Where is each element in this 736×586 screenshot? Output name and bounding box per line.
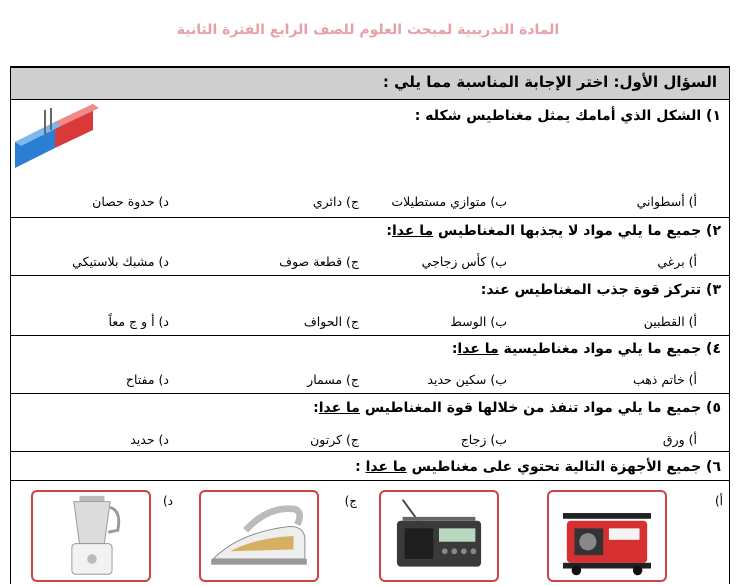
q4-option-a[interactable]: أ) خاتم ذهب bbox=[632, 372, 697, 387]
radio-image[interactable] bbox=[379, 490, 499, 582]
q3-option-a[interactable]: أ) القطبين bbox=[643, 314, 697, 329]
q1-option-b[interactable]: ب) متوازي مستطيلات bbox=[391, 194, 507, 209]
question-5 bbox=[11, 394, 729, 452]
q3-option-d[interactable]: د) أ و ج معاً bbox=[108, 314, 169, 329]
blender-image[interactable] bbox=[31, 490, 151, 582]
q4-option-b[interactable]: ب) سكين حديد bbox=[427, 372, 507, 387]
question-4 bbox=[11, 336, 729, 394]
section-heading-text: السؤال الأول: اختر الإجابة المناسبة مما يلي : bbox=[382, 73, 717, 91]
iron-image[interactable] bbox=[199, 490, 319, 582]
q1-option-d[interactable]: د) حدوة حصان bbox=[92, 194, 169, 209]
bar-magnet-image bbox=[11, 100, 101, 170]
question-1 bbox=[11, 100, 729, 218]
question-2 bbox=[11, 218, 729, 276]
q3-option-b[interactable]: ب) الوسط bbox=[450, 314, 507, 329]
q1-option-a[interactable]: أ) أسطواني bbox=[636, 194, 697, 209]
section-heading bbox=[11, 66, 729, 100]
q6-option-d[interactable]: د) bbox=[162, 494, 173, 508]
q2-option-b[interactable]: ب) كأس زجاجي bbox=[421, 254, 507, 269]
question-6-text: ٦) جميع الأجهزة التالية تحتوي على مغناطيس ما عدا : bbox=[355, 459, 721, 475]
q5-option-a[interactable]: أ) ورق bbox=[662, 432, 697, 447]
question-3 bbox=[11, 276, 729, 336]
divider bbox=[11, 480, 729, 481]
question-1-text: ١) الشكل الذي أمامك يمثل مغناطيس شكله : bbox=[414, 108, 721, 124]
q2-option-d[interactable]: د) مشبك بلاستيكي bbox=[72, 254, 169, 269]
question-4-text: ٤) جميع ما يلي مواد مغناطيسية ما عدا: bbox=[451, 341, 721, 357]
question-2-text: ٢) جميع ما يلي مواد لا يجذبها المغناطيس ما عدا: bbox=[386, 223, 721, 239]
q1-option-c[interactable]: ج) دائري bbox=[312, 194, 359, 209]
q3-option-c[interactable]: ج) الحواف bbox=[303, 314, 359, 329]
question-3-text: ٣) تتركز قوة جذب المغناطيس عند: bbox=[480, 282, 721, 298]
q2-option-c[interactable]: ج) قطعة صوف bbox=[279, 254, 359, 269]
generator-image[interactable] bbox=[547, 490, 667, 582]
question-5-text: ٥) جميع ما يلي مواد تنفذ من خلالها قوة المغناطيس ما عدا: bbox=[313, 400, 721, 416]
q2-option-a[interactable]: أ) برغي bbox=[657, 254, 697, 269]
question-sheet bbox=[10, 66, 730, 584]
q5-option-c[interactable]: ج) كرتون bbox=[310, 432, 359, 447]
q6-option-a[interactable]: أ) bbox=[714, 494, 723, 508]
q4-option-d[interactable]: د) مفتاح bbox=[125, 372, 169, 387]
q6-option-c[interactable]: ج) bbox=[344, 494, 357, 508]
page-title: المادة التدريبية لمبحث العلوم للصف الرابع الفترة الثانية bbox=[176, 22, 560, 38]
q4-option-c[interactable]: ج) مسمار bbox=[307, 372, 359, 387]
q5-option-b[interactable]: ب) زجاج bbox=[460, 432, 507, 447]
q5-option-d[interactable]: د) حديد bbox=[130, 432, 169, 447]
